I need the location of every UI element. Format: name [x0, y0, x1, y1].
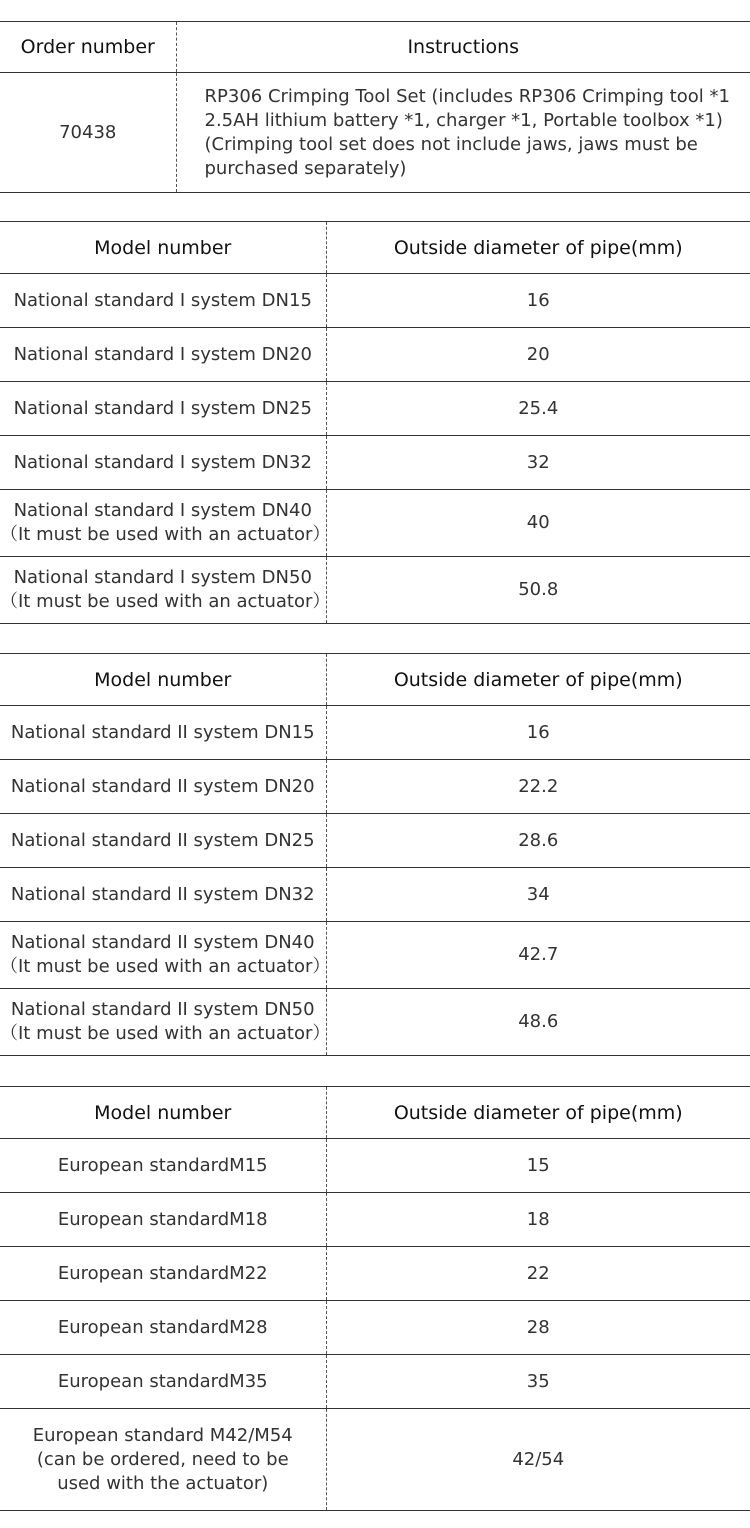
diameter-cell: 32	[326, 436, 750, 490]
model-name: European standardM18	[57, 1208, 268, 1230]
model-cell	[0, 706, 326, 760]
spec-table-national-i	[0, 221, 750, 624]
diameter-cell: 34	[326, 868, 750, 922]
model-number-header: Model number	[0, 222, 326, 274]
model-number-header: Model number	[0, 654, 326, 706]
instructions-cell: RP306 Crimping Tool Set (includes RP306 Crimping tool *1 2.5AH lithium battery *1, charger *1, Portable toolbox *1) (Crimping tool set does not include jaws, jaws must be purchased separately)	[176, 73, 750, 193]
model-cell	[0, 382, 326, 436]
order-row	[0, 73, 750, 193]
model-cell	[0, 814, 326, 868]
model-cell	[0, 760, 326, 814]
model-cell	[0, 1247, 326, 1301]
diameter-cell: 22.2	[326, 760, 750, 814]
diameter-cell: 48.6	[326, 989, 750, 1056]
model-name: National standard II system DN15	[10, 721, 315, 743]
model-cell	[0, 1193, 326, 1247]
order-number-cell: 70438	[0, 73, 176, 193]
model-name: National standard II system DN25	[10, 829, 315, 851]
diameter-cell: 18	[326, 1193, 750, 1247]
diameter-cell: 25.4	[326, 382, 750, 436]
model-name: National standard II system DN50	[10, 999, 315, 1020]
table-row	[0, 274, 750, 328]
table-row	[0, 1193, 750, 1247]
diameter-cell: 28.6	[326, 814, 750, 868]
model-note: （It must be used with an actuator）	[0, 591, 331, 612]
table-row	[0, 1301, 750, 1355]
model-name: National standard I system DN32	[13, 451, 312, 473]
table-row	[0, 706, 750, 760]
model-note: （It must be used with an actuator）	[0, 956, 331, 977]
model-name: European standard M42/M54	[32, 1424, 293, 1446]
model-name: European standardM35	[57, 1370, 268, 1392]
diameter-cell: 40	[326, 490, 750, 557]
table-row	[0, 328, 750, 382]
model-name: European standardM15	[57, 1154, 268, 1176]
model-cell	[0, 436, 326, 490]
model-cell	[0, 1409, 326, 1511]
table-row	[0, 1139, 750, 1193]
table-row	[0, 382, 750, 436]
diameter-cell: 16	[326, 706, 750, 760]
model-name: National standard I system DN50	[13, 567, 312, 588]
model-cell	[0, 1355, 326, 1409]
table-row	[0, 989, 750, 1056]
spec-header-row	[0, 654, 750, 706]
model-name: National standard I system DN25	[13, 397, 312, 419]
model-note: （It must be used with an actuator）	[0, 524, 331, 545]
model-cell	[0, 1301, 326, 1355]
model-cell	[0, 922, 331, 989]
table-row	[0, 1247, 750, 1301]
table-row	[0, 760, 750, 814]
model-cell	[0, 868, 326, 922]
model-name: National standard II system DN32	[10, 883, 315, 905]
model-cell	[0, 989, 331, 1056]
spec-header-row	[0, 1087, 750, 1139]
model-cell	[0, 274, 326, 328]
model-number-header: Model number	[0, 1087, 326, 1139]
diameter-cell: 22	[326, 1247, 750, 1301]
diameter-header: Outside diameter of pipe(mm)	[326, 1087, 750, 1139]
model-name: National standard I system DN15	[13, 289, 312, 311]
model-note: （It must be used with an actuator）	[0, 1023, 331, 1044]
diameter-cell: 42.7	[326, 922, 750, 989]
model-note: (can be ordered, need to be used with the actuator)	[36, 1448, 289, 1494]
model-cell	[0, 490, 331, 557]
table-row	[0, 922, 750, 989]
model-name: National standard I system DN40	[13, 500, 312, 521]
spec-header-row	[0, 222, 750, 274]
table-row	[0, 436, 750, 490]
diameter-cell: 50.8	[326, 557, 750, 624]
model-name: European standardM22	[57, 1262, 268, 1284]
model-name: National standard II system DN20	[10, 775, 315, 797]
table-row	[0, 557, 750, 624]
order-header-row	[0, 22, 750, 73]
model-name: National standard II system DN40	[10, 932, 315, 953]
model-cell	[0, 328, 326, 382]
order-table	[0, 21, 750, 193]
table-row	[0, 814, 750, 868]
diameter-cell: 42/54	[326, 1409, 750, 1511]
model-cell	[0, 557, 331, 624]
model-name: National standard I system DN20	[13, 343, 312, 365]
table-row	[0, 1355, 750, 1409]
diameter-header: Outside diameter of pipe(mm)	[326, 222, 750, 274]
table-row	[0, 490, 750, 557]
diameter-cell: 15	[326, 1139, 750, 1193]
diameter-header: Outside diameter of pipe(mm)	[326, 654, 750, 706]
model-name: European standardM28	[57, 1316, 268, 1338]
spec-table-european	[0, 1086, 750, 1511]
instructions-header: Instructions	[176, 22, 750, 73]
diameter-cell: 20	[326, 328, 750, 382]
diameter-cell: 35	[326, 1355, 750, 1409]
table-row	[0, 868, 750, 922]
model-cell	[0, 1139, 326, 1193]
spec-table-national-ii	[0, 653, 750, 1056]
order-number-header: Order number	[0, 22, 176, 73]
table-row	[0, 1409, 750, 1511]
diameter-cell: 16	[326, 274, 750, 328]
diameter-cell: 28	[326, 1301, 750, 1355]
